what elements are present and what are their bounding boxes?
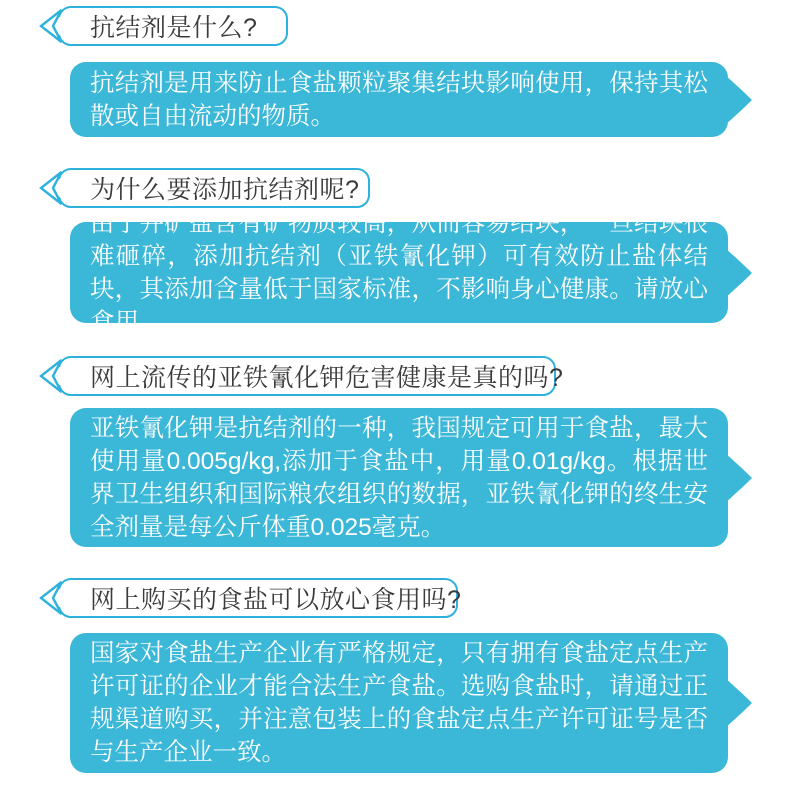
answer-tail-icon [725,677,753,729]
question-text: 为什么要添加抗结剂呢? [90,176,360,204]
question-bubble-1 [58,6,288,46]
answer-text: 亚铁氰化钾是抗结剂的一种，我国规定可用于食盐，最大使用量0.005g/kg,添加于食盐中，用量0.01g/kg。根据世界卫生组织和国际粮农组织的数据，亚铁氰化钾的终生安全剂量是每公斤体重0.025毫克。 [90,414,708,541]
answer-text: 抗结剂是用来防止食盐颗粒聚集结块影响使用，保持其松散或自由流动的物质。 [90,69,708,130]
answer-text: 由于井矿盐含有矿物质较高，从而容易结块，一旦结块很难砸碎，添加抗结剂（亚铁氰化钾）可有效防止盐体结块，其添加含量低于国家标准，不影响身心健康。请放心食用。 [90,209,708,336]
answer-bubble-3 [70,408,728,547]
answer-bubble-2 [70,209,728,336]
question-bubble-3 [58,356,564,396]
answer-tail-icon [725,247,753,299]
question-tail-icon [39,580,63,616]
question-text: 抗结剂是什么? [90,14,258,42]
answer-tail-icon [725,74,753,126]
question-text: 网上购买的食盐可以放心食用吗? [90,586,462,614]
answer-tail-icon [725,452,753,504]
question-tail-icon [39,358,63,394]
answer-bubble-1 [70,62,728,137]
answer-bubble-4 [70,633,728,773]
question-tail-icon [39,170,63,206]
question-bubble-4 [58,578,462,618]
answer-text: 国家对食盐生产企业有严格规定，只有拥有食盐定点生产许可证的企业才能合法生产食盐。选购食盐时，请通过正规渠道购买，并注意包装上的食盐定点生产许可证号是否与生产企业一致。 [90,640,708,766]
question-text: 网上流传的亚铁氰化钾危害健康是真的吗? [90,364,564,392]
question-bubble-2 [58,168,370,208]
question-tail-icon [39,8,63,44]
